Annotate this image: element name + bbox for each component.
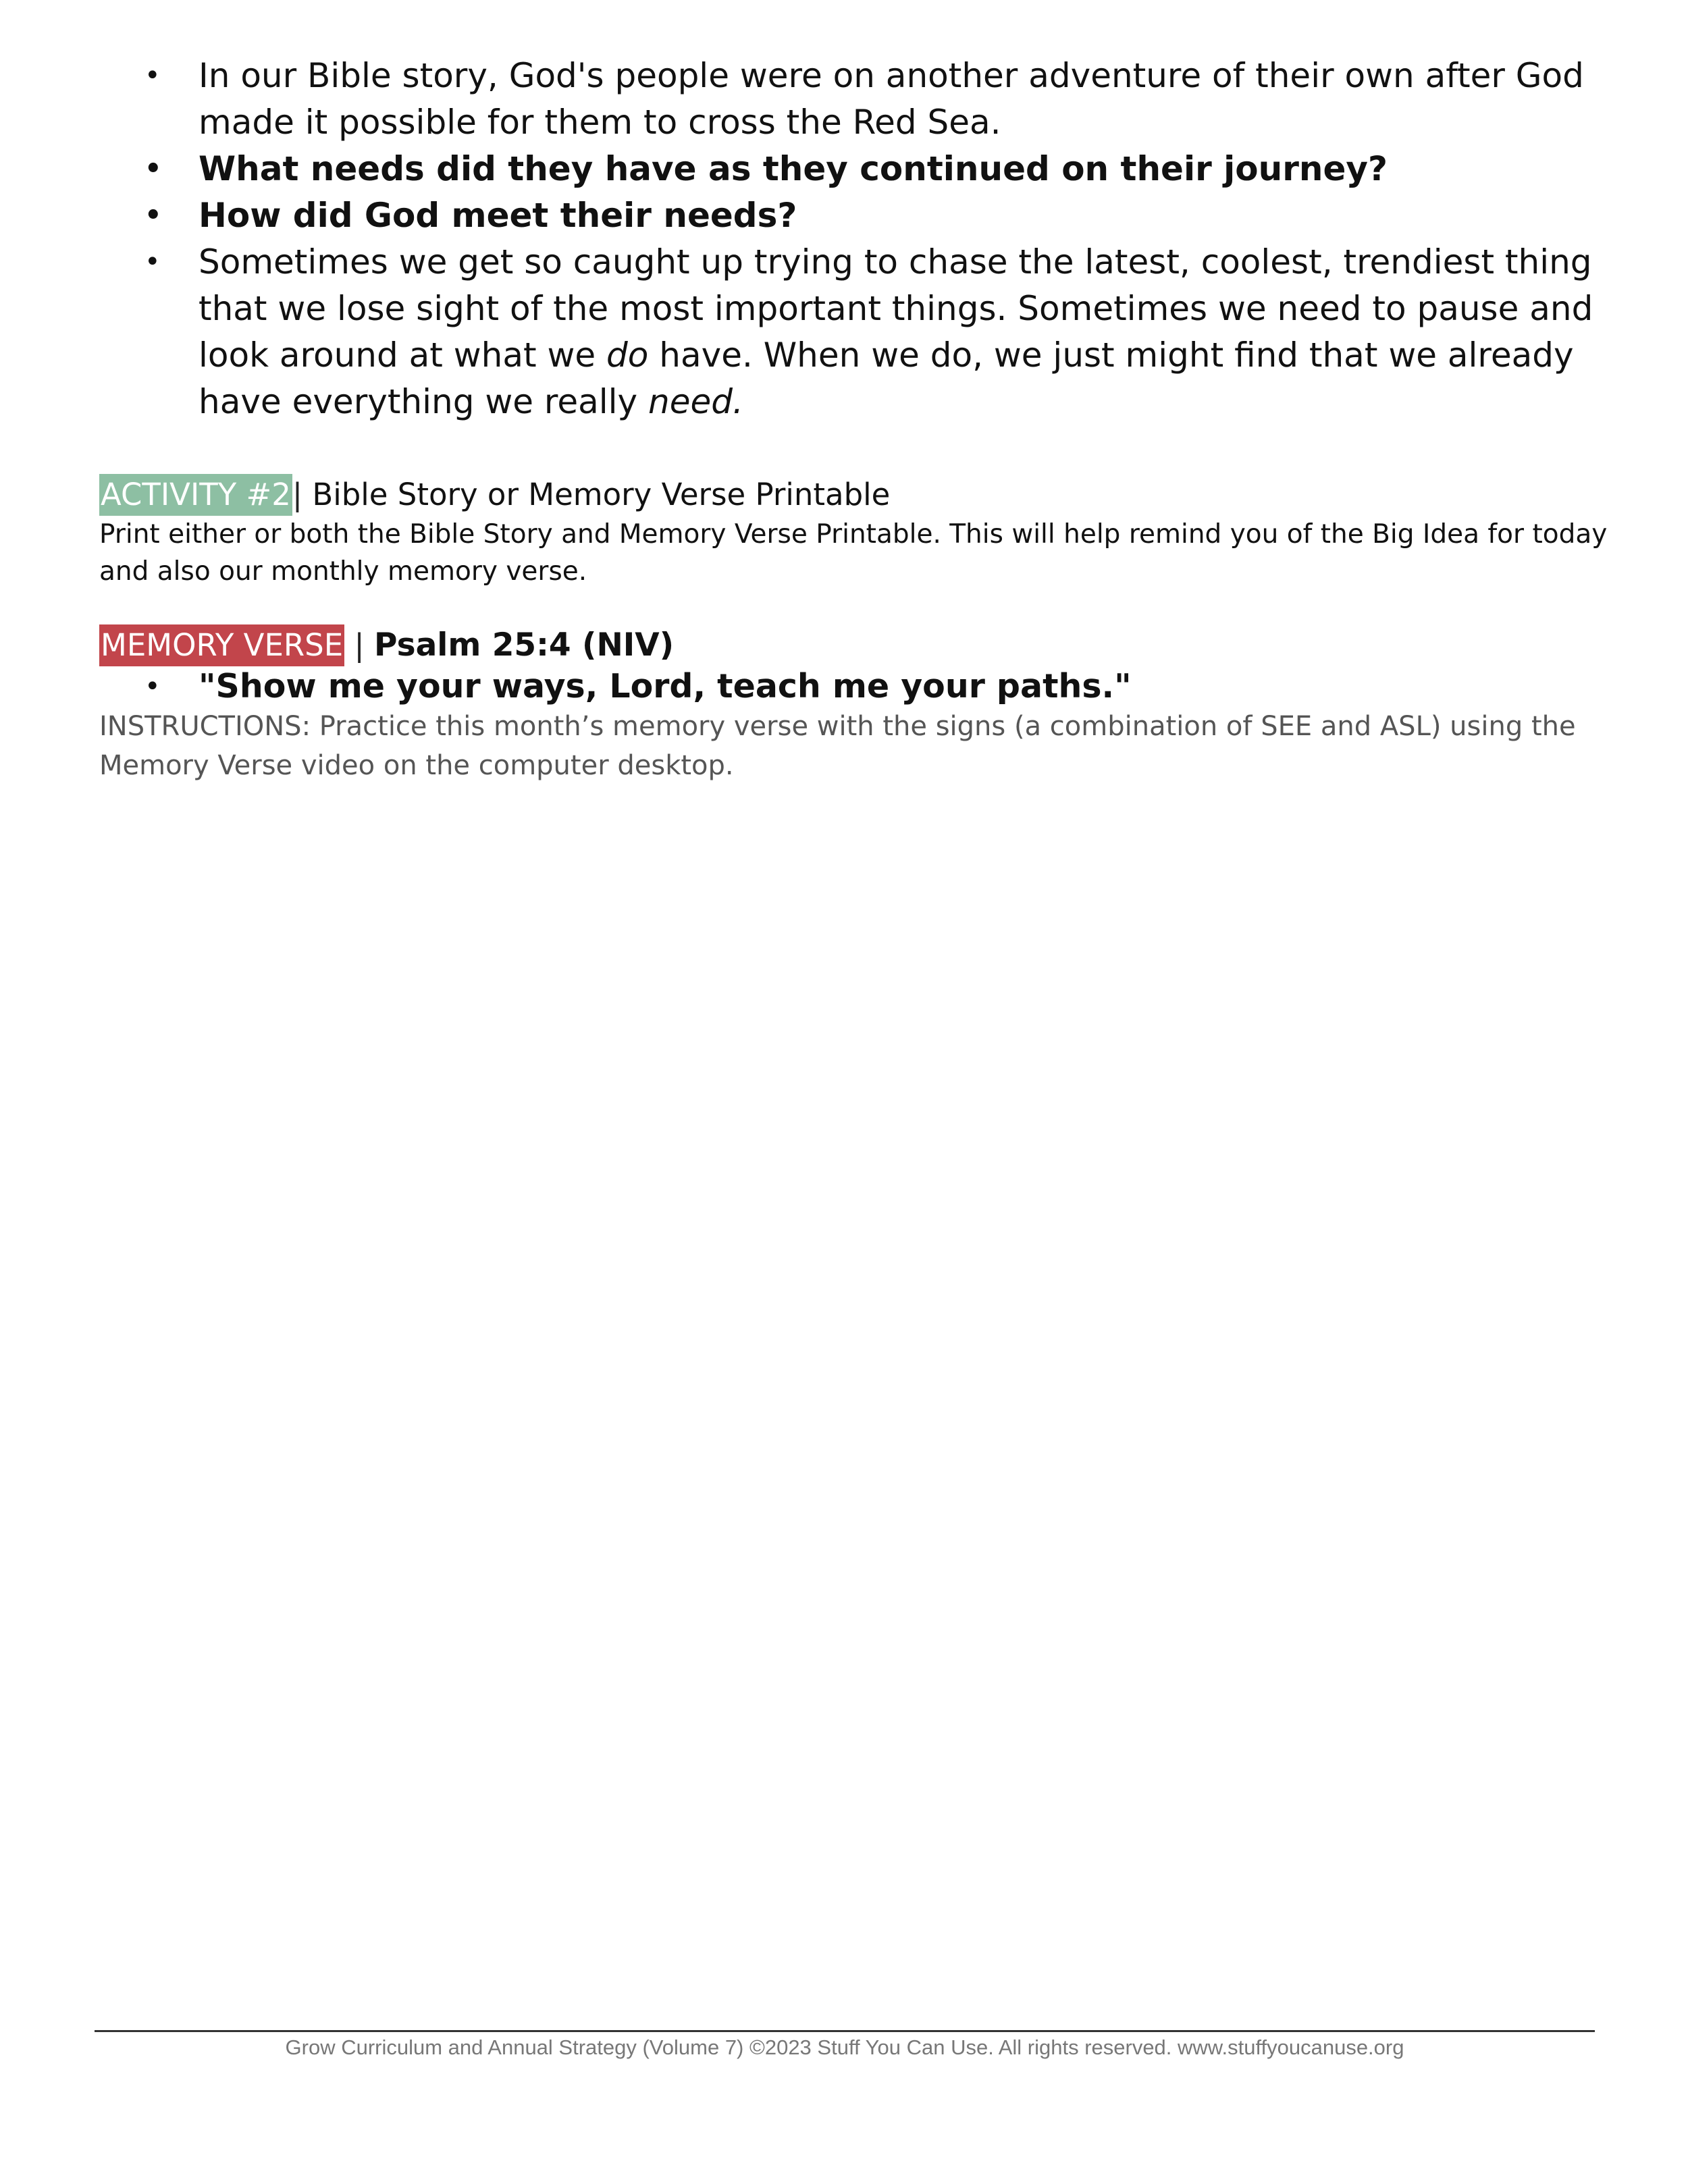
footer-divider [95, 2030, 1595, 2032]
verse-instructions: INSTRUCTIONS: Practice this month’s memory verse with the signs (a combination of SEE and ASL) using the Memory Verse video on the computer desktop. [99, 711, 1576, 781]
discussion-bullet-list [135, 53, 1607, 425]
footer-copyright: Grow Curriculum and Annual Strategy (Volume 7) ©2023 Stuff You Can Use. All rights reserved. www.stuffyoucanuse.org [285, 2035, 1404, 2059]
verse-text: "Show me your ways, Lord, teach me your paths." [199, 667, 1132, 705]
bullet-text: What needs did they have as they continued on their journey? [199, 149, 1388, 188]
verse-item [135, 666, 1618, 707]
bullet-emphasis: do [606, 336, 649, 375]
bullet-text: In our Bible story, God's people were on another adventure of their own after God made it possible for them to cross the Red Sea. [199, 56, 1584, 142]
verse-list [99, 666, 1618, 707]
bullet-item [135, 53, 1607, 146]
activity-tag: ACTIVITY #2 [99, 474, 292, 516]
bullet-text-part: have. When we do, we just might find that we already have everything we really [199, 336, 1574, 421]
bullet-text: How did God meet their needs? [199, 196, 797, 235]
heading-separator: | [292, 477, 303, 512]
bullet-text-part: Sometimes we get so caught up trying to chase the latest, coolest, trendiest thing that we lose sight of the most important things. Sometimes we need to pause and look around at what we [199, 242, 1593, 375]
memory-verse-heading [99, 624, 1618, 666]
memory-verse-tag: MEMORY VERSE [99, 624, 344, 666]
verse-reference: Psalm 25:4 (NIV) [373, 627, 675, 664]
activity-title: Bible Story or Memory Verse Printable [312, 477, 891, 512]
bullet-item [135, 239, 1607, 425]
bullet-item-question [135, 146, 1607, 192]
bullet-item-question [135, 192, 1607, 239]
bullet-emphasis: need. [648, 382, 743, 421]
activity-heading [99, 474, 1618, 516]
activity-description: Print either or both the Bible Story and Memory Verse Printable. This will help remind you of the Big Idea for today and also our monthly memory verse. [99, 519, 1608, 587]
memory-verse-section [99, 624, 1618, 785]
activity-section [99, 474, 1618, 590]
heading-separator: | [354, 627, 365, 663]
